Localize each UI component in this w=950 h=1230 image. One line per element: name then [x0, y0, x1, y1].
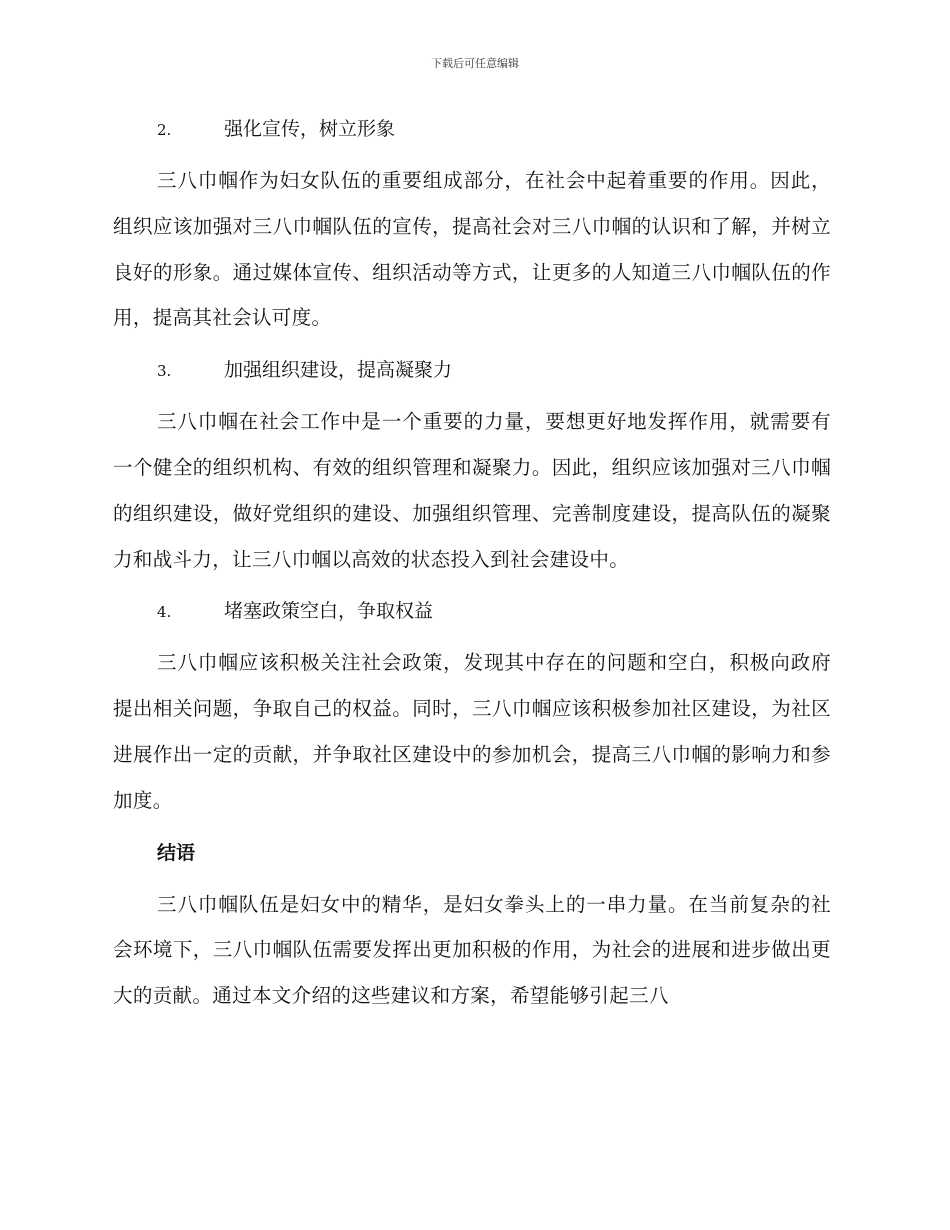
section-title: 强化宣传，树立形象	[224, 118, 396, 140]
section-paragraph: 三八巾帼在社会工作中是一个重要的力量，要想更好地发挥作用，就需要有一个健全的组织机构、有效的组织管理和凝聚力。因此，组织应该加强对三八巾帼的组织建设，做好党组织的建设、加强组织管理、完善制度建设，提高队伍的凝聚力和战斗力，让三八巾帼以高效的状态投入到社会建设中。	[113, 410, 831, 571]
section-number: 3.	[157, 362, 172, 381]
conclusion-paragraph: 三八巾帼队伍是妇女中的精华，是妇女拳头上的一串力量。在当前复杂的社会环境下，三八巾帼队伍需要发挥出更加积极的作用，为社会的进展和进步做出更大的贡献。通过本文介绍的这些建议和方案，希望能够引起三八	[113, 892, 831, 1008]
conclusion-heading: 结语	[157, 841, 196, 864]
section-paragraph: 三八巾帼应该积极关注社会政策，发现其中存在的问题和空白，积极向政府提出相关问题，争取自己的权益。同时，三八巾帼应该积极参加社区建设，为社区进展作出一定的贡献，并争取社区建设中的参加机会，提高三八巾帼的影响力和参加度。	[113, 651, 831, 812]
section-title: 加强组织建设，提高凝聚力	[224, 359, 453, 382]
page-header-note: 下载后可任意编辑	[431, 57, 519, 70]
section-paragraph: 三八巾帼作为妇女队伍的重要组成部分，在社会中起着重要的作用。因此，组织应该加强对三八巾帼队伍的宣传，提高社会对三八巾帼的认识和了解，并树立良好的形象。通过媒体宣传、组织活动等方式，让更多的人知道三八巾帼队伍的作用，提高其社会认可度。	[113, 169, 831, 330]
section-number: 4.	[157, 603, 172, 622]
section-title: 堵塞政策空白，争取权益	[224, 600, 434, 623]
section-heading-3	[113, 351, 831, 389]
document-body	[113, 110, 831, 1029]
section-heading-2	[113, 110, 831, 148]
section-number: 2.	[157, 121, 172, 139]
section-heading-4	[113, 592, 831, 630]
